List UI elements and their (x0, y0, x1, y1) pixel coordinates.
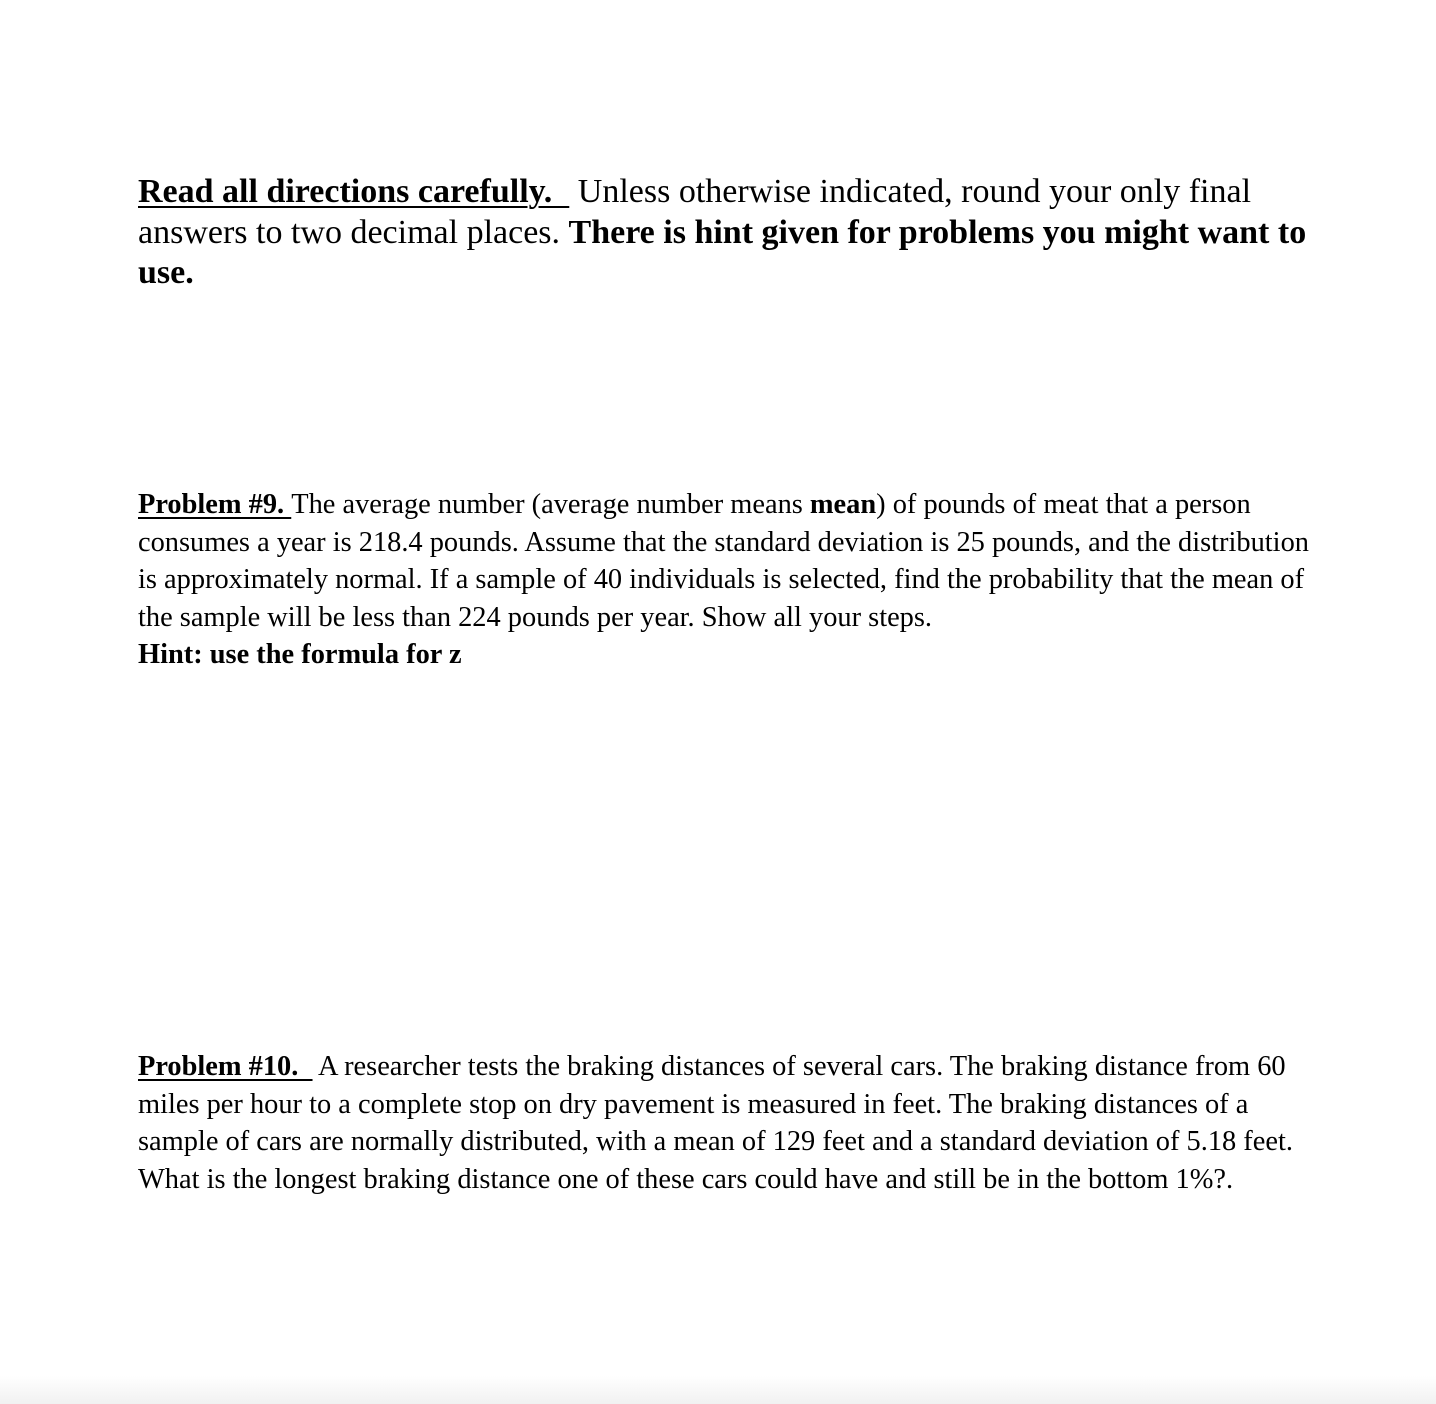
problem-9-text-after: ) of pounds of meat that a person consumes a year is 218.4 pounds. Assume that the standard deviation is 25 pounds, and the distribution is approximately normal. If a sample of 40 individuals is selected, find the probability that the mean of the sample will be less than 224 pounds per year. Show all your steps. (138, 489, 1309, 633)
directions-heading: Read all directions carefully. (138, 173, 570, 210)
problem-9-heading: Problem #9. (138, 489, 292, 520)
problem-10-text: A researcher tests the braking distances of several cars. The braking distance from 60 miles per hour to a complete stop on dry pavement is measured in feet. The braking distances of a sample of cars are normally distributed, with a mean of 129 feet and a standard deviation of 5.18 feet. What is the longest braking distance one of these cars could have and still be in the bottom 1%?. (138, 1051, 1293, 1195)
problem-9-hint: Hint: use the formula for z (138, 639, 462, 671)
problem-9-bold-word: mean (809, 489, 877, 520)
problem-9-text-before: The average number (average number means (291, 489, 810, 520)
problem-10-paragraph (138, 1048, 1318, 1198)
problem-9-paragraph (138, 486, 1318, 674)
directions-bold-text: There is hint given for problems you might want to use. (138, 213, 1307, 291)
directions-text: Unless otherwise indicated, round your only final answers to two decimal places. (138, 173, 1252, 251)
directions-paragraph (138, 172, 1318, 294)
bottom-edge-shade (0, 1376, 1436, 1404)
problem-10-heading: Problem #10. (138, 1051, 313, 1082)
